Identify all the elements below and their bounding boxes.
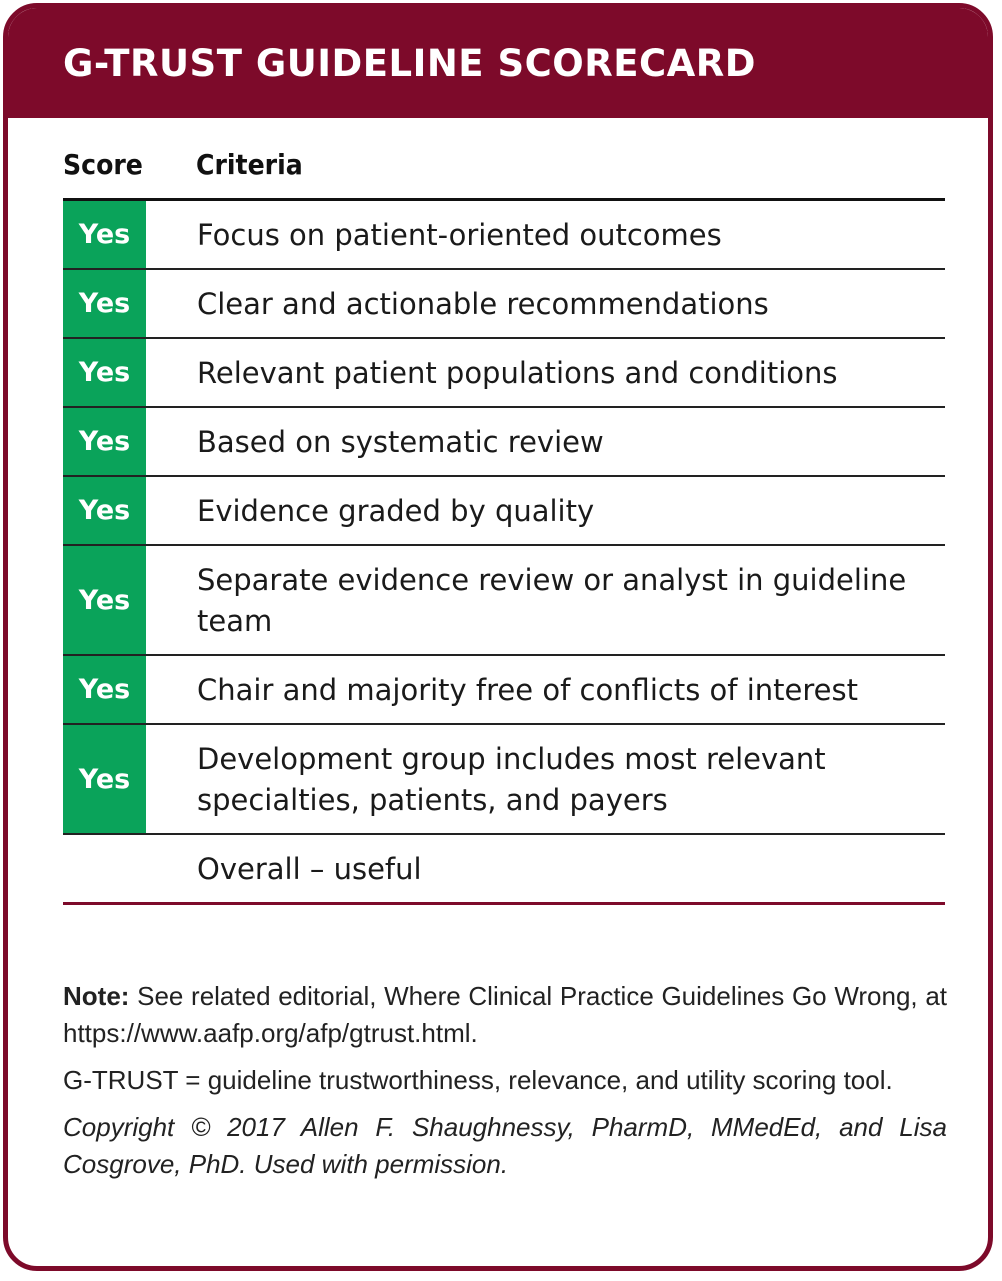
overall-criteria-cell: Overall – useful <box>197 852 422 886</box>
note-text: See related editorial, Where Clinical Practice Guidelines Go Wrong, at https://www.aafp.org/afp/gtrust.html. <box>63 981 947 1048</box>
copyright-paragraph: Copyright © 2017 Allen F. Shaughnessy, PharmD, MMedEd, and Lisa Cosgrove, PhD. Used with permission. <box>63 1112 947 1179</box>
table-row <box>63 725 945 835</box>
table-row <box>63 477 945 546</box>
page-title: G-TRUST GUIDELINE SCORECARD <box>63 42 756 85</box>
criteria-cell: Evidence graded by quality <box>197 494 595 528</box>
score-cell: Yes <box>63 270 146 337</box>
table-row <box>63 546 945 656</box>
score-cell: Yes <box>63 656 146 723</box>
score-cell: Yes <box>63 546 146 654</box>
score-cell: Yes <box>63 477 146 544</box>
definition-paragraph: G-TRUST = guideline trustworthiness, relevance, and utility scoring tool. <box>63 1065 893 1095</box>
score-cell: Yes <box>63 201 146 268</box>
scorecard <box>3 3 993 1271</box>
footnotes <box>63 978 947 1193</box>
note-paragraph <box>63 978 947 1052</box>
criteria-cell: Based on systematic review <box>197 425 604 459</box>
table-row <box>63 270 945 339</box>
overall-score-cell <box>63 835 146 902</box>
criteria-cell: Focus on patient-oriented outcomes <box>197 218 722 252</box>
score-column-header: Score <box>63 148 143 181</box>
criteria-cell: Relevant patient populations and conditions <box>197 356 838 390</box>
overall-row <box>63 835 945 905</box>
table-row <box>63 656 945 725</box>
table-row <box>63 339 945 408</box>
header-bar <box>8 8 988 118</box>
criteria-cell: Chair and majority free of conflicts of interest <box>197 673 858 707</box>
criteria-cell: Clear and actionable recommendations <box>197 287 769 321</box>
scorecard-table <box>63 198 945 905</box>
criteria-cell: Development group includes most relevant specialties, patients, and payers <box>197 742 826 817</box>
note-label: Note: <box>63 981 130 1011</box>
criteria-cell: Separate evidence review or analyst in guideline team <box>197 563 907 638</box>
score-cell: Yes <box>63 725 146 833</box>
table-row <box>63 408 945 477</box>
score-cell: Yes <box>63 408 146 475</box>
criteria-column-header: Criteria <box>196 148 303 181</box>
score-cell: Yes <box>63 339 146 406</box>
table-row <box>63 201 945 270</box>
